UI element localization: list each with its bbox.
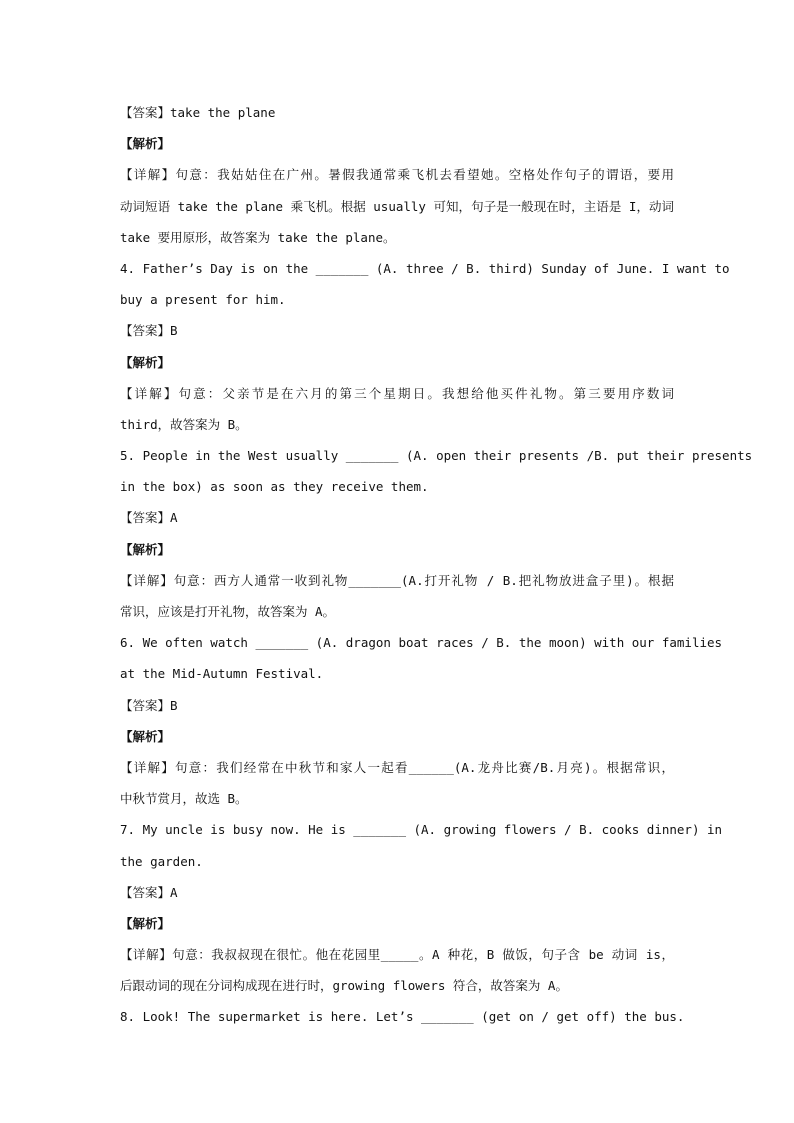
explanation-line: 常识，应该是打开礼物，故答案为 A。 (120, 604, 336, 619)
analysis-heading-4: 【解析】 (120, 354, 171, 370)
question-4-cont: buy a present for him. (120, 292, 286, 308)
explanation-line: 【详解】句意：西方人通常一收到礼物_______(A.打开礼物 / B.把礼物放进盒子里)。根据 (120, 572, 674, 588)
explanation-line: 中秋节赏月，故选 B。 (120, 791, 248, 807)
question-8: 8. Look! The supermarket is here. Let’s _______ (get on / get off) the bus. (120, 1009, 685, 1025)
analysis-heading-5: 【解析】 (120, 541, 171, 557)
answer-line-5: 【答案】A (120, 510, 178, 526)
explanation-line: third，故答案为 B。 (120, 416, 248, 432)
analysis-heading-7: 【解析】 (120, 915, 171, 931)
answer-line-7: 【答案】A (120, 884, 178, 900)
question-6: 6. We often watch _______ (A. dragon boat races / B. the moon) with our families (120, 635, 723, 651)
explanation-line: 【详解】句意：父亲节是在六月的第三个星期日。我想给他买件礼物。第三要用序数词 (120, 385, 674, 401)
explanation-line: 【详解】句意：我姑姑住在广州。暑假我通常乘飞机去看望她。空格处作句子的谓语，要用 (120, 167, 674, 183)
question-7: 7. My uncle is busy now. He is _______ (A. growing flowers / B. cooks dinner) in (120, 822, 723, 838)
explanation-line: 【详解】句意：我叔叔现在很忙。他在花园里_____。A 种花，B 做饭，句子含 be 动词 is， (120, 947, 674, 963)
question-5: 5. People in the West usually _______ (A. open their presents /B. put their presents (120, 448, 753, 464)
explanation-line: take 要用原形，故答案为 take the plane。 (120, 229, 396, 245)
explanation-line: 后跟动词的现在分词构成现在进行时，growing flowers 符合，故答案为 A。 (120, 978, 568, 994)
analysis-heading-3: 【解析】 (120, 136, 171, 152)
question-6-cont: at the Mid-Autumn Festival. (120, 666, 324, 682)
question-5-cont: in the box) as soon as they receive them. (120, 479, 429, 495)
analysis-heading-6: 【解析】 (120, 728, 171, 744)
answer-line-6: 【答案】B (120, 697, 178, 713)
explanation-line: 【详解】句意：我们经常在中秋节和家人一起看______(A.龙舟比赛/B.月亮)。根据常识， (120, 759, 674, 775)
question-4: 4. Father’s Day is on the _______ (A. three / B. third) Sunday of June. I want to (120, 260, 730, 276)
answer-line-3: 【答案】take the plane (120, 105, 276, 120)
document-body (120, 97, 753, 1033)
explanation-line: 动词短语 take the plane 乘飞机。根据 usually 可知，句子是一般现在时，主语是 I，动词 (120, 198, 674, 214)
question-7-cont: the garden. (120, 853, 203, 869)
answer-line-4: 【答案】B (120, 323, 178, 339)
